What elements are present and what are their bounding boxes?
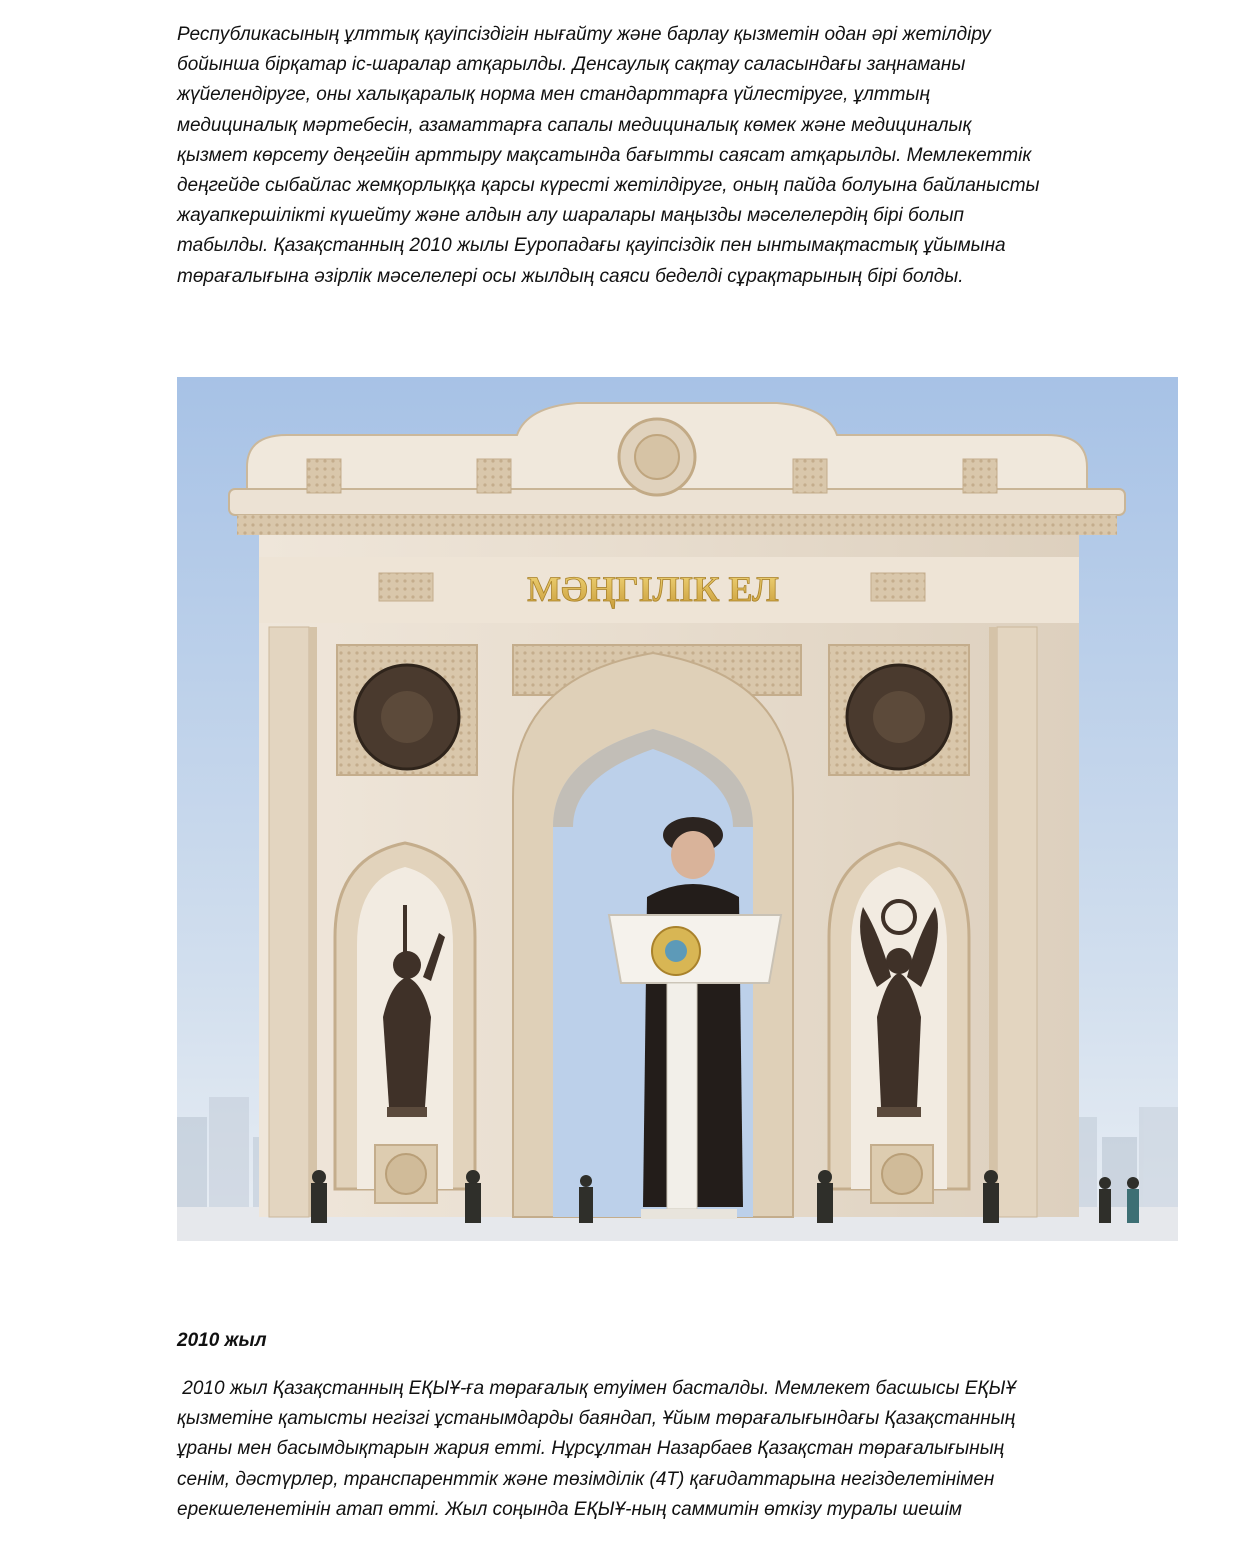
text-line: қызмет көрсету деңгейін арттыру мақсатында бағытты саясат атқарылды. Мемлекеттік	[177, 144, 1032, 166]
arch-illustration	[177, 377, 1178, 1241]
bottom-medallion-right	[882, 1154, 922, 1194]
text-line: 2010 жыл Қазақстанның ЕҚЫҰ-ға төрағалық етуімен басталды. Мемлекет басшысы ЕҚЫҰ	[177, 1378, 1017, 1399]
text-line: сенім, дәстүрлер, транспаренттік және төзімділік (4Т) қағидаттарына негізделетінімен	[177, 1468, 995, 1490]
ornament-band	[237, 515, 1117, 535]
text-line: ұраны мен басымдықтарын жария етті. Нұрсұлтан Назарбаев Қазақстан төрағалығының	[177, 1438, 1005, 1460]
text-line: төрағалығына әзірлік мәселелері осы жылдың саяси беделді сұрақтарының бірі болды.	[177, 265, 964, 287]
body-paragraph-2	[177, 1374, 1157, 1525]
body-paragraph-1	[177, 20, 1157, 292]
text-line: жауапкершілікті күшейту және алдын алу шаралары маңызды мәселелердің бірі болып	[177, 205, 965, 227]
section-heading: 2010 жыл	[177, 1330, 267, 1351]
text-line: жүйелендіруге, оны халықаралық норма мен стандарттарға үйлестіруге, ұлттың	[177, 84, 930, 106]
text-line: табылды. Қазақстанның 2010 жылы Еуропадағы қауіпсіздік пен ынтымақтастық ұйымына	[177, 235, 1006, 257]
text-line: қызметіне қатысты негізгі ұстанымдарды баяндап, Ұйым төрағалығындағы Қазақстанның	[177, 1408, 1016, 1430]
text-line: деңгейде сыбайлас жемқорлыққа қарсы күресті жетілдіруге, оның пайда болуына байланысты	[177, 175, 1040, 197]
text-line: Республикасының ұлттық қауіпсіздігін нығайту және барлау қызметін одан әрі жетілдіру	[177, 24, 991, 45]
arch-inscription: МӘҢГІЛІК ЕЛ	[527, 569, 779, 609]
text-line: бойынша бірқатар іс-шаралар атқарылды. Денсаулық сақтау саласындағы заңнаманы	[177, 54, 966, 76]
text-line: медициналық мәртебесін, азаматтарға сапалы медициналық көмек және медициналық	[177, 114, 972, 136]
text-line: ерекшеленетінін атап өтті. Жыл соңында ЕҚЫҰ-ның саммитін өткізу туралы шешім	[177, 1498, 962, 1520]
arch-photo	[177, 377, 1178, 1241]
bottom-medallion-left	[386, 1154, 426, 1194]
